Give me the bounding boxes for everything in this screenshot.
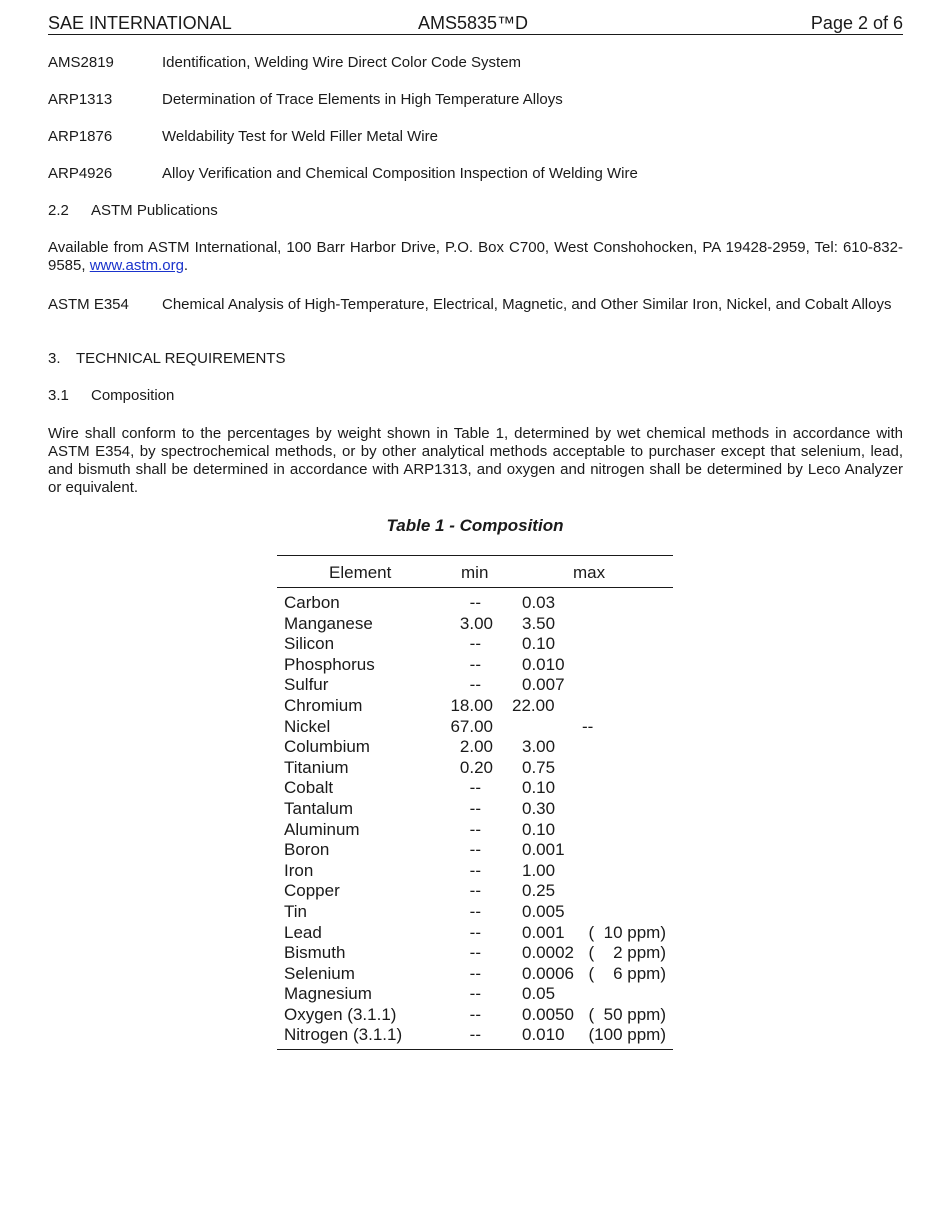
- cell-min: --: [469, 901, 481, 921]
- reference-title: Determination of Trace Elements in High Temperature Alloys: [162, 91, 563, 108]
- reference-code: ASTM E354: [48, 296, 129, 313]
- column-header-max: max: [573, 563, 606, 582]
- table-row: [277, 923, 673, 944]
- availability-text: Available from ASTM International, 100 Barr Harbor Drive, P.O. Box C700, West Conshohocken, PA 19428-2959, Tel: 610-832-9585,: [48, 239, 903, 274]
- cell-element: Selenium: [284, 963, 355, 983]
- cell-max: 3.50: [522, 613, 556, 633]
- table-row: [277, 1005, 673, 1026]
- header-organization: SAE INTERNATIONAL: [48, 13, 232, 33]
- cell-max: 0.10: [522, 819, 556, 839]
- cell-element: Tin: [284, 901, 307, 921]
- table-row: [277, 1025, 673, 1046]
- reference-title: Identification, Welding Wire Direct Color Code System: [162, 54, 522, 71]
- cell-min: --: [469, 819, 481, 839]
- cell-min: 0.20: [459, 757, 493, 777]
- table-caption: Table 1 - Composition: [386, 516, 564, 535]
- cell-element: Aluminum: [284, 819, 360, 839]
- table-row: [277, 799, 673, 820]
- cell-element: Bismuth: [284, 943, 346, 963]
- table-row: [277, 614, 673, 635]
- cell-max: 0.010: [522, 1025, 565, 1045]
- cell-max: 0.10: [522, 778, 556, 798]
- table-row: [277, 964, 673, 985]
- cell-min: --: [469, 778, 481, 798]
- header-page-number: Page 2 of 6: [810, 13, 903, 33]
- cell-max: 3.00: [522, 737, 556, 757]
- cell-min: 2.00: [459, 737, 493, 757]
- cell-min: --: [469, 860, 481, 880]
- table-row: [277, 902, 673, 923]
- cell-element: Carbon: [284, 593, 340, 612]
- cell-min: 67.00: [450, 716, 493, 736]
- cell-ppm: ( 10 ppm): [588, 922, 666, 942]
- cell-max: 0.010: [522, 654, 565, 674]
- cell-ppm: ( 50 ppm): [588, 1004, 666, 1024]
- cell-element: Silicon: [284, 634, 335, 654]
- cell-element: Copper: [284, 881, 340, 901]
- cell-element: Columbium: [284, 737, 370, 757]
- reference-title: Weldability Test for Weld Filler Metal Wire: [162, 128, 438, 145]
- reference-code: ARP1313: [48, 91, 113, 108]
- cell-max: 0.001: [522, 840, 565, 860]
- column-header-min: min: [461, 563, 489, 582]
- reference-code: ARP4926: [48, 165, 113, 182]
- cell-max: 0.0002: [522, 943, 574, 963]
- column-header-element: Element: [329, 563, 392, 582]
- cell-max: 0.30: [522, 798, 556, 818]
- cell-min: --: [469, 675, 481, 695]
- section-title: ASTM Publications: [91, 202, 218, 219]
- cell-max: 0.005: [522, 901, 565, 921]
- table-header-row: [277, 555, 673, 588]
- table-row: [277, 840, 673, 861]
- section-title: TECHNICAL REQUIREMENTS: [76, 350, 286, 367]
- table-row: [277, 675, 673, 696]
- section-title: Composition: [91, 387, 175, 404]
- reference-title: Chemical Analysis of High-Temperature, Electrical, Magnetic, and Other Similar Iron, Nickel, and Cobalt Alloys: [162, 296, 892, 313]
- cell-max: 0.05: [522, 984, 556, 1004]
- cell-max: 0.001: [522, 922, 565, 942]
- table-row: [277, 943, 673, 964]
- table-row: [277, 820, 673, 841]
- reference-code: ARP1876: [48, 128, 113, 145]
- table-row: [277, 717, 673, 738]
- section-heading-2-2: [48, 202, 218, 220]
- cell-element: Nitrogen (3.1.1): [284, 1025, 403, 1045]
- cell-min: 3.00: [459, 613, 493, 633]
- cell-max: 0.03: [522, 593, 556, 612]
- composition-paragraph: Wire shall conform to the percentages by weight shown in Table 1, determined by wet chemical methods in accordance with ASTM E354, by spectrochemical methods, or by other analytical methods acceptable to purchaser except that selenium, lead, and bismuth shall be determined in accordance with ARP1313, and oxygen and nitrogen shall be determined by Leco Analyzer or equivalent.: [48, 425, 903, 496]
- section-number: 3.: [48, 350, 61, 367]
- table-row: [277, 737, 673, 758]
- cell-element: Cobalt: [284, 778, 334, 798]
- cell-min: --: [469, 840, 481, 860]
- table-row: [277, 984, 673, 1005]
- cell-element: Phosphorus: [284, 654, 375, 674]
- section-number: 3.1: [48, 387, 69, 404]
- table-row: [277, 655, 673, 676]
- cell-ppm: ( 2 ppm): [588, 943, 666, 963]
- section-number: 2.2: [48, 202, 69, 219]
- cell-element: Manganese: [284, 613, 373, 633]
- cell-max: 0.10: [522, 634, 556, 654]
- reference-code: AMS2819: [48, 54, 114, 71]
- cell-max: 22.00: [512, 695, 555, 715]
- cell-element: Tantalum: [284, 798, 353, 818]
- header-document-number: AMS5835™D: [418, 13, 529, 33]
- cell-min: --: [469, 634, 481, 654]
- cell-element: Lead: [284, 922, 322, 942]
- cell-min: --: [469, 1025, 481, 1045]
- cell-element: Boron: [284, 840, 330, 860]
- table-body: [277, 588, 673, 1050]
- cell-min: --: [469, 654, 481, 674]
- table-row: [277, 861, 673, 882]
- cell-element: Sulfur: [284, 675, 329, 695]
- table-row: [277, 778, 673, 799]
- cell-min: --: [469, 593, 481, 612]
- composition-table: [277, 555, 673, 1050]
- cell-max: 0.007: [522, 675, 565, 695]
- astm-availability-paragraph: [48, 239, 903, 275]
- cell-min: --: [469, 922, 481, 942]
- cell-max: 0.25: [522, 881, 556, 901]
- cell-element: Titanium: [284, 757, 349, 777]
- cell-min: --: [469, 1004, 481, 1024]
- table-row: [277, 758, 673, 779]
- section-heading-3: [48, 350, 285, 368]
- cell-max: --: [582, 716, 594, 736]
- cell-element: Magnesium: [284, 984, 372, 1004]
- cell-ppm: (100 ppm): [588, 1025, 666, 1045]
- cell-min: --: [469, 963, 481, 983]
- cell-ppm: ( 6 ppm): [588, 963, 666, 983]
- page-header: [48, 12, 903, 35]
- cell-max: 0.0006: [522, 963, 574, 983]
- cell-min: 18.00: [450, 695, 493, 715]
- cell-element: Iron: [284, 860, 314, 880]
- cell-min: --: [469, 881, 481, 901]
- section-heading-3-1: [48, 387, 174, 405]
- cell-max: 0.75: [522, 757, 556, 777]
- availability-end: .: [183, 257, 189, 274]
- cell-element: Oxygen (3.1.1): [284, 1004, 397, 1024]
- table-row: [277, 593, 673, 614]
- cell-max: 0.0050: [522, 1004, 574, 1024]
- cell-min: --: [469, 798, 481, 818]
- cell-max: 1.00: [522, 860, 556, 880]
- table-row: [277, 696, 673, 717]
- cell-element: Chromium: [284, 695, 363, 715]
- table-row: [277, 634, 673, 655]
- cell-min: --: [469, 984, 481, 1004]
- astm-website-link[interactable]: www.astm.org: [89, 257, 184, 274]
- cell-element: Nickel: [284, 716, 331, 736]
- cell-min: --: [469, 943, 481, 963]
- reference-title: Alloy Verification and Chemical Composition Inspection of Welding Wire: [162, 165, 638, 182]
- table-row: [277, 881, 673, 902]
